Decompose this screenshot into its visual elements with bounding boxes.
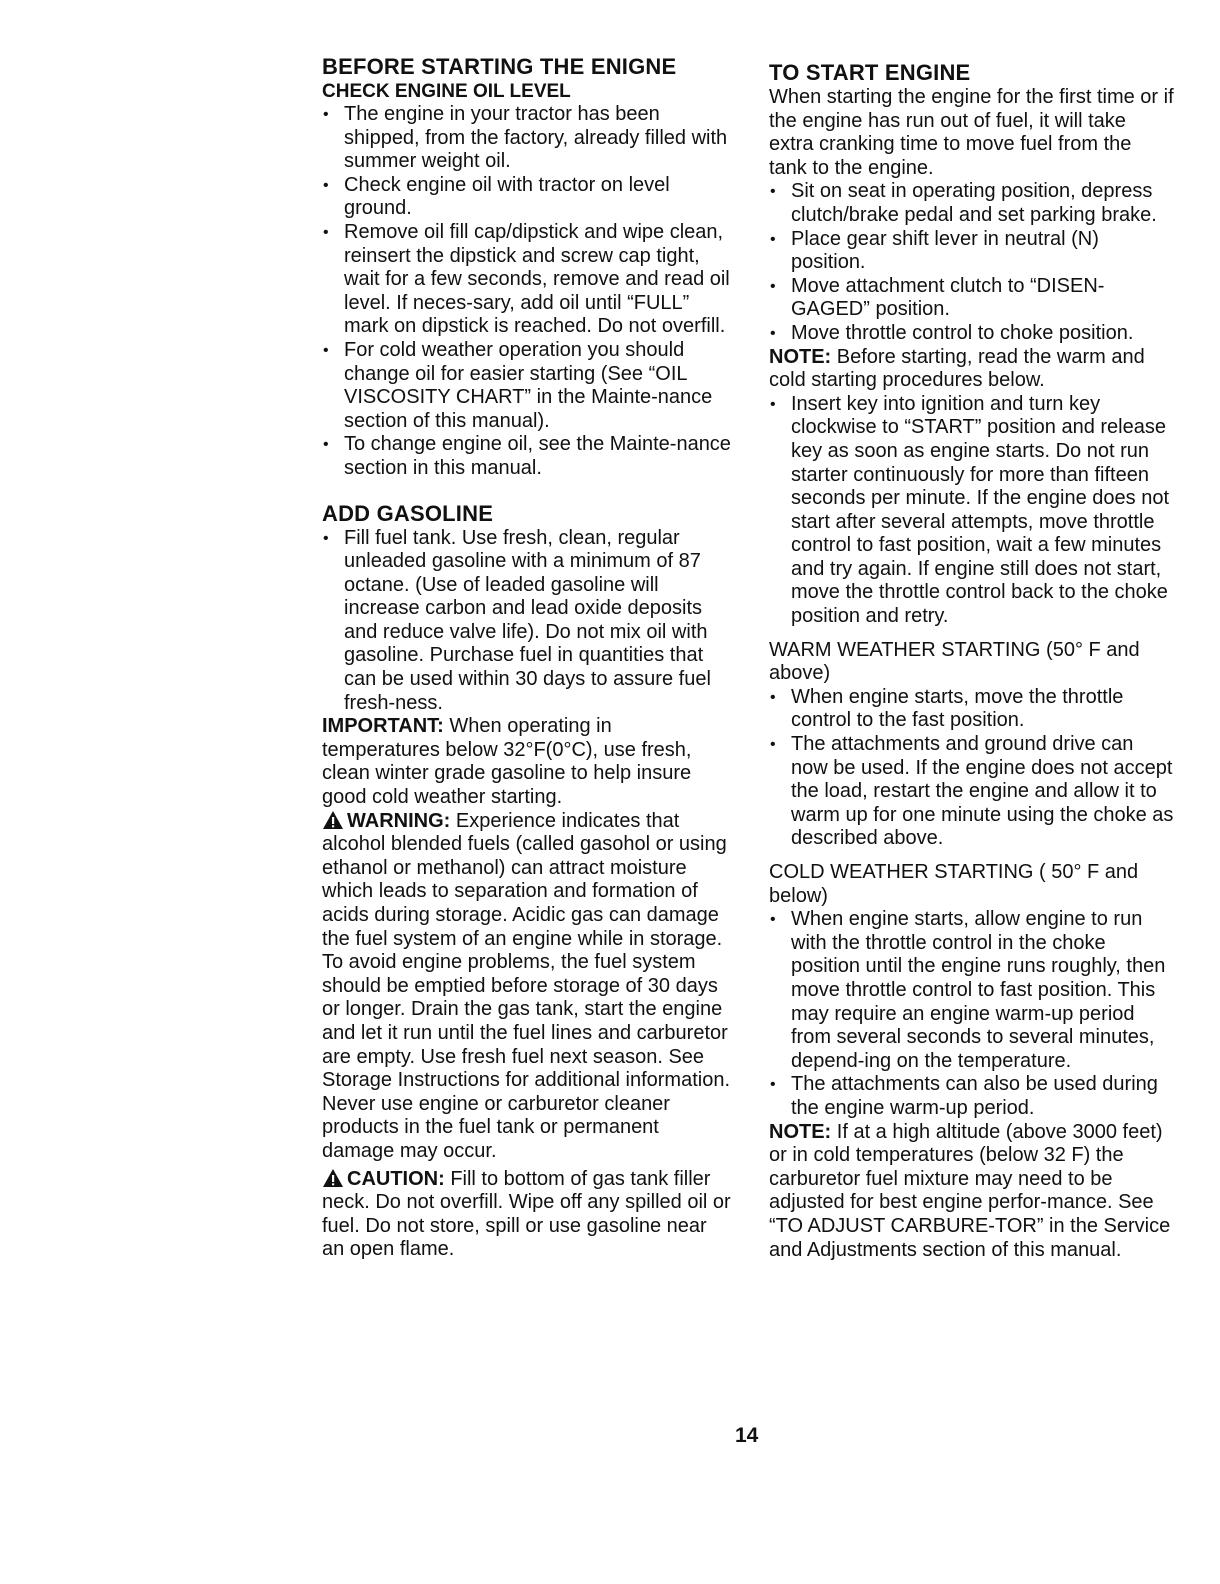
left-column: [322, 54, 732, 1262]
warning-label: WARNING:: [347, 809, 451, 832]
note-text: If at a high altitude (above 3000 feet) or in cold temperatures (below 32 F) the carburetor fuel mixture may need to be adjusted for best engine perfor-mance. See “TO ADJUST CARBURE-TOR” in the Service and Adjustments section of this manual.: [769, 1120, 1171, 1261]
warm-weather-heading: WARM WEATHER STARTING (50° F and above): [769, 638, 1140, 685]
note-paragraph: [769, 346, 1174, 393]
list-item: • Place gear shift lever in neutral (N) position.: [769, 228, 1174, 275]
list-item: • For cold weather operation you should change oil for easier starting (See “OIL VISCOSITY CHART” in the Mainte-nance section of this manual).: [322, 339, 732, 433]
page-number: 14: [735, 1424, 759, 1447]
section-heading-before-starting: BEFORE STARTING THE ENIGNE: [322, 54, 677, 79]
section-heading-to-start-engine: TO START ENGINE: [769, 60, 971, 85]
key-bullet-list: [769, 393, 1174, 629]
oil-bullet-list: [322, 103, 732, 481]
list-item: • Check engine oil with tractor on level ground.: [322, 174, 732, 221]
intro-paragraph: When starting the engine for the first time or if the engine has run out of fuel, it will take extra cranking time to move fuel from the tank to the engine.: [769, 86, 1174, 179]
list-item: • The attachments can also be used during the engine warm-up period.: [769, 1073, 1174, 1120]
list-item: • When engine starts, move the throttle control to the fast position.: [769, 686, 1174, 733]
warning-text: Experience indicates that alcohol blended fuels (called gasohol or using ethanol or methanol) can attract moisture which leads to separation and formation of acids during storage. Acidic gas can damage the fuel system of an engine while in storage. To avoid engine problems, the fuel system should be emptied before storage of 30 days or longer. Drain the gas tank, start the engine and let it run until the fuel lines and carburetor are empty. Use fresh fuel next season. See Storage Instructions for additional information. Never use engine or carburetor cleaner products in the fuel tank or permanent damage may occur.: [322, 809, 730, 1162]
right-column: [769, 54, 1174, 1262]
subheading-check-oil: CHECK ENGINE OIL LEVEL: [322, 81, 571, 102]
list-item: • Sit on seat in operating position, depress clutch/brake pedal and set parking brake.: [769, 180, 1174, 227]
caution-label: CAUTION:: [347, 1167, 445, 1190]
warning-paragraph: [322, 810, 732, 1164]
caution-paragraph: [322, 1168, 732, 1262]
warning-triangle-icon: [322, 810, 344, 830]
list-item: • Fill fuel tank. Use fresh, clean, regular unleaded gasoline with a minimum of 87 octane. (Use of leaded gasoline will increase carbon and lead oxide deposits and reduce valve life). Do not mix oil with gasoline. Purchase fuel in quantities that can be used within 30 days to assure fuel fresh-ness.: [322, 527, 732, 716]
list-item: • The engine in your tractor has been shipped, from the factory, already filled with summer weight oil.: [322, 103, 732, 174]
list-item: • Move attachment clutch to “DISEN-GAGED” position.: [769, 275, 1174, 322]
note-text: Before starting, read the warm and cold starting procedures below.: [769, 345, 1145, 392]
warm-bullet-list: [769, 686, 1174, 851]
start-bullet-list: [769, 180, 1174, 345]
list-item: • When engine starts, allow engine to run with the throttle control in the choke position until the engine runs roughly, then move throttle control to fast position. This may require an engine warm-up period from several seconds to several minutes, depend-ing on the temperature.: [769, 908, 1174, 1073]
note-label: NOTE:: [769, 345, 832, 368]
list-item: • Remove oil fill cap/dipstick and wipe clean, reinsert the dipstick and screw cap tight, wait for a few seconds, remove and read oil level. If neces-sary, add oil until “FULL” mark on dipstick is reached. Do not overfill.: [322, 221, 732, 339]
cold-weather-heading: COLD WEATHER STARTING ( 50° F and below): [769, 861, 1139, 907]
list-item: • Insert key into ignition and turn key clockwise to “START” position and release key as soon as engine starts. Do not run starter continuously for more than fifteen seconds per minute. If the engine does not start after several attempts, move throttle control to fast position, wait a few minutes and try again. If engine still does not start, move the throttle control back to the choke position and retry.: [769, 393, 1174, 629]
list-item: • To change engine oil, see the Mainte-nance section in this manual.: [322, 433, 732, 480]
note-label: NOTE:: [769, 1120, 832, 1143]
list-item: • Move throttle control to choke position.: [769, 322, 1174, 346]
list-item: • The attachments and ground drive can now be used. If the engine does not accept the load, restart the engine and allow it to warm up for one minute using the choke as described above.: [769, 733, 1174, 851]
important-paragraph: [322, 715, 732, 809]
cold-bullet-list: [769, 908, 1174, 1120]
important-label: IMPORTANT:: [322, 715, 444, 738]
gas-bullet-list: [322, 527, 732, 716]
caution-triangle-icon: [322, 1168, 344, 1188]
caution-text: Fill to bottom of gas tank filler neck. Do not overfill. Wipe off any spilled oil or fuel. Do not store, spill or use gasoline near an open flame.: [322, 1167, 731, 1261]
note-paragraph-altitude: [769, 1121, 1174, 1263]
important-text: When operating in temperatures below 32°F(0°C), use fresh, clean winter grade gasoline to help insure good cold weather starting.: [322, 715, 692, 809]
section-heading-add-gasoline: ADD GASOLINE: [322, 500, 494, 526]
